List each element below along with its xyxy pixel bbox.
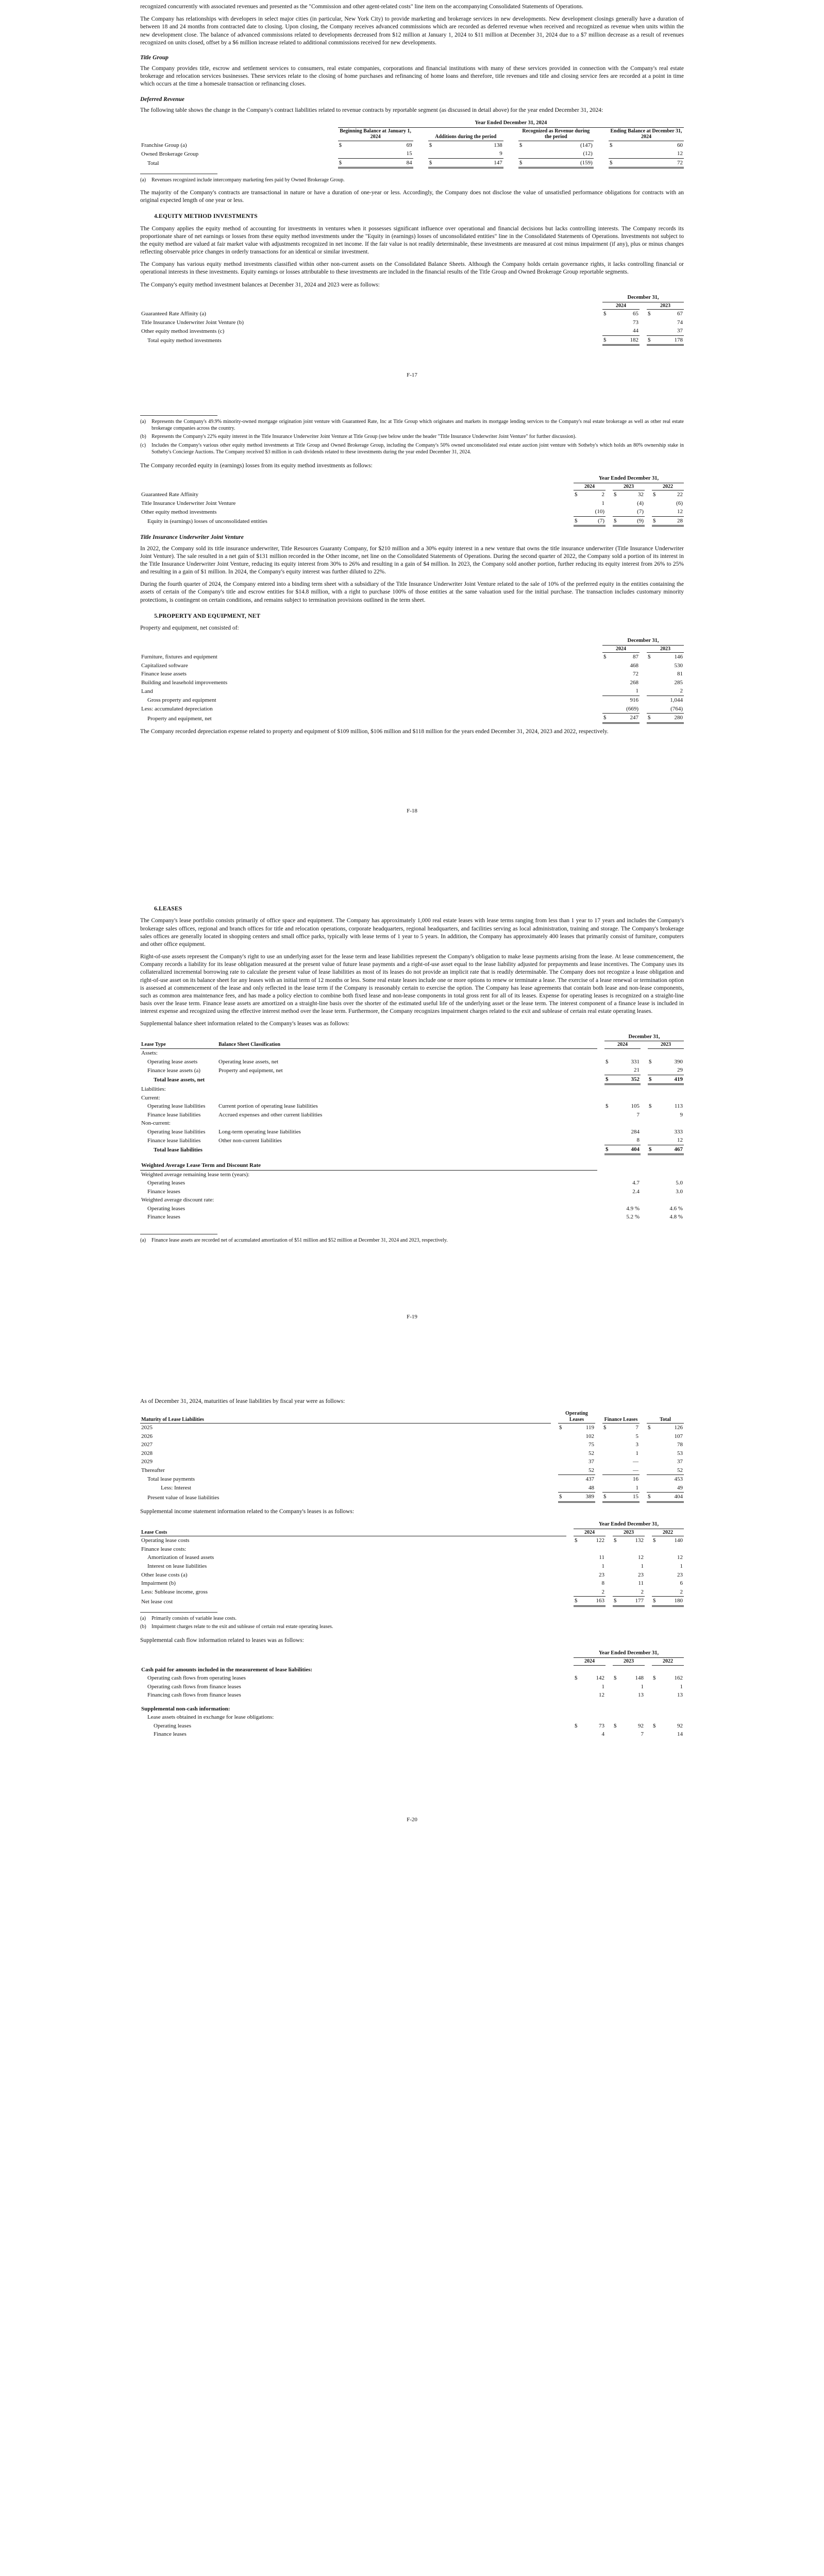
- table-row: Guaranteed Rate Affinity (a) $ 65 $ 67: [141, 311, 683, 317]
- balance-intro: Supplemental balance sheet information related to the Company's leases was as follows:: [140, 1021, 350, 1027]
- footnote: (c) Includes the Company's various other equity method investments at Title Group and Owned Brokerage Group, including the Company's 50% owned unconsolidated real estate auction joint venture with Sotheby's which holds an 80% ownership stake in Sotheby's Concierge Auctions. The Company received $3 million in cash dividends related to these investments during the year ended December 31, 2024.: [140, 443, 684, 455]
- section-heading: 4.EQUITY METHOD INVESTMENTS: [154, 213, 258, 220]
- equity-paragraph-1: The Company applies the equity method of accounting for investments in ventures when it possesses significant influence over operational and financial decisions but lacks controlling interests. The Company records its proportionate share of net earnings or losses from these equity method investments under the "Equity in (earnings) losses of unconsolidated entities" line in the Consolidated Statements of Operations. Investments not subject to the equity method are valued at fair market value with adjustments recognized in net income. If the fair value is not readily determinable, these investments are measured at cost minus impairment (if any), plus or minus changes reflecting observable price changes in orderly transactions for an identical or similar investment.: [140, 225, 684, 256]
- table-row: Other equity method investments (10) (7) 12: [141, 509, 683, 515]
- footnote: (a) Revenues recognized include intercompany marketing fees paid by Owned Brokerage Group.: [140, 177, 345, 183]
- table-row: Guaranteed Rate Affinity $ 2 $ 32 $ 22: [141, 492, 683, 498]
- footnote: (a) Represents the Company's 49.9% minority-owned mortgage origination joint venture with Guaranteed Rate, Inc at Title Group which originates and markets its mortgage lending services to the Company's real estate brokerage as well as other real estate brokerage companies across the country.: [140, 418, 684, 431]
- equity-earnings-table: Year Ended December 31, 2024 2023 2022 Guaranteed Rate Affinity $ 2 $ 32 $ 22 Title Insurance Underwriter Joint Venture 1 (4) (6) Other equity method investments (10) (7) 12 Equity in (earnings) losses of unconsolidated entities $ (7) $ (9) $ 28: [140, 474, 684, 527]
- deferred-period-header: Year Ended December 31, 2024: [338, 119, 684, 127]
- lease-maturity-table: Maturity of Lease Liabilities Operating Leases Finance Leases Total 2025 $ 119 $ 7 $ 126 2026 102 5 107 2027 75 3 78 2028 52 1 53 2029 37 — 37 Thereafter 52 — 52 Total lease payments 437 16 453 Less: Interest 48 1 49 Present value of lease liabilities $ 389 $ 15 $ 404: [140, 1410, 684, 1503]
- deferred-revenue-heading: Deferred Revenue: [140, 96, 184, 103]
- ppe-paragraph: The Company recorded depreciation expense related to property and equipment of $109 million, $106 million and $118 million for the years ended December 31, 2024, 2023 and 2022, respectively.: [140, 728, 609, 735]
- table-row: Amortization of leased assets 11 12 12: [147, 1554, 683, 1561]
- table-row: Less: accumulated depreciation (669) (764): [141, 705, 683, 712]
- page-folio: F-18: [407, 807, 417, 814]
- table-row: Financing cash flows from finance leases 12 13 13: [147, 1692, 683, 1699]
- ppe-table: December 31, 2024 2023 Furniture, fixtures and equipment $ 87 $ 146 Capitalized software 468 530 Finance lease assets 72 81 Building and leasehold improvements 268 285 Land 1 2 Gross property and equipment 916 1,044 Less: accumulated depreciation (669) (764) Property and equipment, net $ 247 $ 280: [140, 637, 684, 723]
- table-row-total: Total equity method investments $ 182 $ 178: [140, 335, 684, 345]
- table-row: Thereafter 52 — 52: [141, 1467, 683, 1474]
- table-row: Operating lease liabilities Current portion of operating lease liabilities $ 105 $ 113: [147, 1103, 683, 1110]
- table-row: Operating lease liabilities Long-term operating lease liabilities 284 333: [147, 1128, 683, 1135]
- footnote: (a) Finance lease assets are recorded net of accumulated amortization of $51 million and $52 million at December 31, 2024 and 2023, respectively.: [140, 1237, 448, 1243]
- table-row: Finance leases 2.4 3.0: [147, 1188, 683, 1195]
- table-row: Total lease payments 437 16 453: [140, 1475, 684, 1484]
- earnings-intro: The Company recorded equity in (earnings) losses from its equity method investments as follows:: [140, 462, 373, 469]
- title-group-heading: Title Group: [140, 54, 169, 61]
- deferred-col-header: Additions during the period: [428, 127, 503, 141]
- table-row: Finance lease liabilities Accrued expenses and other current liabilities 7 9: [147, 1111, 683, 1118]
- lease-cash-flow-table: Year Ended December 31, 2024 2023 2022 Cash paid for amounts included in the measurement of lease liabilities: Operating cash flows from operating leases $ 142 $ 148 $ 162 Operating cash flows from finance leases 1 1 1 Financing cash flows from finance leases 12 13 13 Supplemental non-cash information: Lease assets obtained in exchange for lease obligations: Operating leases $ 73 $ 92 $ 92 Finance leases 4 7 14: [140, 1649, 684, 1738]
- page-folio: F-17: [407, 372, 417, 379]
- section-heading: 5.PROPERTY AND EQUIPMENT, NET: [154, 613, 261, 619]
- table-row: Operating lease assets Operating lease assets, net $ 331 $ 390: [147, 1058, 683, 1065]
- cash-intro: Supplemental cash flow information related to leases was as follows:: [140, 1637, 304, 1644]
- table-row: 2026 102 5 107: [141, 1433, 683, 1439]
- performance-paragraph: The majority of the Company's contracts are transactional in nature or have a duration of one-year or less. Accordingly, the Company does not disclose the value of unsatisfied performance obligations for contracts with an original expected length of one year or less.: [140, 190, 684, 204]
- maturity-intro: As of December 31, 2024, maturities of lease liabilities by fiscal year were as follows:: [140, 1398, 345, 1405]
- tiu-paragraph-2: During the fourth quarter of 2024, the Company entered into a binding term sheet with a subsidiary of the Title Insurance Underwriter Joint Venture related to the sale of 10% of the preferred equity in the entities containing the assets of certain of the Company's title and escrow entities for $14.8 million, with a right to purchase 100% of those entities at the same valuation used for the initial purchase. The transaction includes customary minority protections, is contingent on certain conditions, and remains subject to termination provisions outlined in the term sheet.: [140, 581, 684, 603]
- deferred-col-header: Beginning Balance at January 1, 2024: [338, 127, 413, 141]
- table-row: Less: Sublease income, gross 2 2 2: [141, 1588, 683, 1596]
- title-group-paragraph: The Company provides title, escrow and settlement services to consumers, real estate companies, corporations and financial institutions with many of these services provided in connection with the Company's real estate brokerage and relocation services businesses. These services relate to the closing of home purchases and refinancing of home loans and therefore, title revenues and title and closing service fees are recorded at a point in time which occurs at the time a homesale transaction or refinancing closes.: [140, 65, 684, 88]
- table-row-total: Present value of lease liabilities $ 389 $ 15 $ 404: [140, 1493, 684, 1502]
- table-row: Operating leases 4.9 % 4.6 %: [147, 1205, 683, 1212]
- table-row: Owned Brokerage Group 15 9 (12) 12: [141, 150, 683, 157]
- table-row: Operating cash flows from finance leases 1 1 1: [147, 1683, 683, 1690]
- table-row-total: Total $ 84 $ 147 $ (159) $ 72: [140, 158, 684, 168]
- equity-paragraph-3: The Company's equity method investment balances at December 31, 2024 and 2023 were as follows:: [140, 281, 380, 288]
- table-row: Furniture, fixtures and equipment $ 87 $ 146: [141, 654, 683, 660]
- section-heading: 6.LEASES: [154, 906, 182, 912]
- table-row: Operating leases $ 73 $ 92 $ 92: [154, 1722, 683, 1729]
- footnote: (b) Represents the Company's 22% equity interest in the Title Insurance Underwriter Joint Venture at Title Group (see below under the header "Title Insurance Underwriter Joint Venture" for further discussion).: [140, 434, 577, 440]
- table-row: 2025 $ 119 $ 7 $ 126: [141, 1425, 683, 1431]
- table-row: Impairment (b) 8 11 6: [141, 1580, 683, 1587]
- table-row: 2029 37 — 37: [141, 1459, 683, 1465]
- intro-paragraph-2: The Company has relationships with developers in select major cities (in particular, New York City) to provide marketing and brokerage services in new developments. New development closings generally have a duration of between 18 and 24 months from contracted date to closing. Upon closing, the Company receives advanced commissions which are recorded as deferred revenue when received and recognized as revenue when units within the new development close. The balance of advanced commissions related to developments decreased from $12 million at January 1, 2024 to $11 million at December 31, 2024 due to a $7 million decrease as a result of revenues recognized on units closed, offset by a $6 million increase related to additional commissions received for new developments.: [140, 16, 684, 46]
- equity-balance-table: December 31, 2024 2023 Guaranteed Rate Affinity (a) $ 65 $ 67 Title Insurance Underwriter Joint Venture (b) 73 74 Other equity method investments (c) 44 37 Total equity method investments $ 182 $ 178: [140, 294, 684, 346]
- table-row: Finance leases 4 7 14: [154, 1731, 683, 1738]
- table-row: Franchise Group (a) $ 69 $ 138 $ (147) $ 60: [141, 142, 683, 148]
- table-row: Operating lease costs $ 122 $ 132 $ 140: [141, 1537, 683, 1544]
- tiu-paragraph-1: In 2022, the Company sold its title insurance underwriter, Title Resources Guaranty Company, for $210 million and a 30% equity interest in a new venture that owns the title insurance underwriter (Title Insurance Underwriter Joint Venture). The sale resulted in a net gain of $131 million recorded in the Other income, net line on the Consolidated Statements of Operations. During the second quarter of 2022, the Company sold a portion of its interest in the Title Insurance Underwriter Joint Venture, reducing its equity interest from 30% to 26% and resulting in a gain of $4 million. In 2023, the Company sold another portion, further reducing its equity interest from 26% to 25% and resulting in a gain of $1 million. In 2024, the Company's equity interest was further diluted to 22%.: [140, 545, 684, 575]
- table-row: Gross property and equipment 916 1,044: [140, 696, 684, 704]
- table-row: Land 1 2: [141, 688, 683, 694]
- lease-balance-table: December 31, Lease Type Balance Sheet Classification 2024 2023 Assets: Operating lease assets Operating lease assets, net $ 331 $ 390 Finance lease assets (a) Property and equipment, net 21 29 Total lease assets, net $ 352 $ 419 Liabilities: Current: Operating lease liabilities Current portion of operating lease liabilities $ 105 $ 113 Finance lease liabilities Accrued expenses and other current liabilities 7 9 Non-current: Operating lease liabilities Long-term operating lease liabilities 284 333 Finance lease liabilities Other non-current liabilities 8 12 Total lease liabilities $ 404 $ 467 Weighted Average Lease Term and Discount Rate Weighted average remaining lease term (years): Operating leases 4.7 5.0 Finance leases 2.4 3.0 Weighted average discount rate: Operating leases 4.9 % 4.6 % Finance leases 5.2 % 4.8 %: [140, 1033, 684, 1222]
- deferred-revenue-paragraph: The following table shows the change in the Company's contract liabilities related to revenue contracts by reportable segment (as discussed in detail above) for the year ended December 31, 2024:: [140, 107, 603, 113]
- table-row: Building and leasehold improvements 268 285: [141, 679, 683, 686]
- table-row: Operating cash flows from operating leases $ 142 $ 148 $ 162: [147, 1675, 683, 1682]
- table-row: Finance lease assets (a) Property and equipment, net 21 29: [147, 1067, 683, 1074]
- table-row: Finance leases 5.2 % 4.8 %: [147, 1214, 683, 1221]
- page-folio: F-19: [407, 1313, 417, 1320]
- table-row: Capitalized software 468 530: [141, 662, 683, 669]
- table-row: 2028 52 1 53: [141, 1450, 683, 1456]
- table-row-total: Property and equipment, net $ 247 $ 280: [140, 714, 684, 723]
- table-row: 2027 75 3 78: [141, 1442, 683, 1448]
- deferred-col-header: Recognized as Revenue during the period: [518, 127, 594, 141]
- intro-paragraph-1: recognized concurrently with associated revenues and presented as the "Commission and other agent-related costs" line item on the accompanying Consolidated Statements of Operations.: [140, 4, 583, 10]
- deferred-revenue-table: [140, 119, 684, 168]
- footnote: (a) Primarily consists of variable lease costs.: [140, 1615, 237, 1621]
- table-row: Operating leases 4.7 5.0: [147, 1180, 683, 1187]
- table-row: Other equity method investments (c) 44 37: [141, 328, 683, 334]
- table-row: Finance lease assets 72 81: [141, 671, 683, 677]
- table-row: Finance lease costs:: [141, 1546, 187, 1552]
- table-row: Interest on lease liabilities 1 1 1: [147, 1563, 683, 1569]
- table-row: Finance lease liabilities Other non-current liabilities 8 12: [147, 1137, 683, 1144]
- table-row-total: Equity in (earnings) losses of unconsolidated entities $ (7) $ (9) $ 28: [140, 516, 684, 526]
- lease-cost-table: Year Ended December 31, Lease Costs 2024 2023 2022 Operating lease costs $ 122 $ 132 $ 140 Finance lease costs: Amortization of leased assets 11 12 12 Interest on lease liabilities 1 1 1 Other lease costs (a) 23 23 23 Impairment (b) 8 11 6 Less: Sublease income, gross 2 2 2 Net lease cost $ 163 $ 177 $ 180: [140, 1520, 684, 1606]
- tiu-heading: Title Insurance Underwriter Joint Venture: [140, 534, 244, 541]
- equity-paragraph-2: The Company has various equity method investments classified within other non-current assets on the Consolidated Balance Sheets. Although the Company holds certain governance rights, it lacks controlling financial or operational interests in these investments. Equity earnings or losses attributable to these investments are included in the financial results of the Title Group and Owned Brokerage Group reportable segments.: [140, 261, 684, 276]
- lease-paragraph-1: The Company's lease portfolio consists primarily of office space and equipment. The Company has approximately 1,000 real estate leases with lease terms ranging from less than 1 year to 17 years and includes the Company's brokerage sales offices, regional and branch offices for title and relocation operations, corporate headquarters, regional headquarters, and facilities serving as local administration, training and storage. The Company's brokerage sales offices are generally located in shopping centers and small office parks, typically with lease terms of 1 year to 5 years. In addition, the Company has approximately 400 leases that primarily consist of furniture, computers and other office equipment.: [140, 918, 684, 947]
- table-row-total: Total lease assets, net $ 352 $ 419: [140, 1075, 684, 1084]
- page-folio: F-20: [407, 1816, 417, 1823]
- table-row: Other lease costs (a) 23 23 23: [141, 1571, 683, 1578]
- table-row-total: Total lease liabilities $ 404 $ 467: [140, 1145, 684, 1155]
- table-row: Less: Interest 48 1 49: [161, 1484, 683, 1492]
- income-intro: Supplemental income statement information related to the Company's leases is as follows:: [140, 1508, 355, 1515]
- table-row: Title Insurance Underwriter Joint Venture (b) 73 74: [141, 319, 683, 326]
- lease-paragraph-2: Right-of-use assets represent the Company's right to use an underlying asset for the lease term and lease liabilities represent the Company's obligation to make lease payments arising from the lease. At lease commencement, the Company records a liability for its lease obligation measured at the present value of future lease payments and a right-of-use asset equal to the lease liability adjusted for prepayments and lease incentives. The Company uses its collateralized incremental borrowing rate to calculate the present value of lease liabilities as most of its leases do not provide an implicit rate that is readily determinable. The Company does not recognize a lease obligation and right-of-use asset on its balance sheet for any leases with an initial term of 12 months or less. Some real estate leases include one or more options to renew or terminate a lease. The exercise of a lease renewal or termination option is assessed at commencement of the lease and only reflected in the lease term if the Company is reasonably certain to exercise the option. The Company has lease agreements that contain both lease and non-lease components, such as common area maintenance fees, and has made a policy election to combine both fixed lease and non-lease components in total gross rent for all of its leases. Expense for operating leases is recognized on a straight-line basis over the lease term. Finance lease assets are amortized on a straight-line basis over the shorter of the estimated useful life of the underlying asset or the lease term. The interest component of a finance lease is included in interest expense and recognized using the effective interest method over the lease term. Furthermore, the Company recognizes impairment charges related to the exit and sublease of certain real estate operating leases.: [140, 954, 684, 1015]
- table-row: Title Insurance Underwriter Joint Venture 1 (4) (6): [141, 500, 683, 506]
- footnote: (b) Impairment charges relate to the exit and sublease of certain real estate operating leases.: [140, 1624, 333, 1630]
- ppe-intro: Property and equipment, net consisted of:: [140, 624, 239, 631]
- table-row-total: Net lease cost $ 163 $ 177 $ 180: [140, 1597, 684, 1606]
- deferred-col-header: Ending Balance at December 31, 2024: [609, 127, 684, 141]
